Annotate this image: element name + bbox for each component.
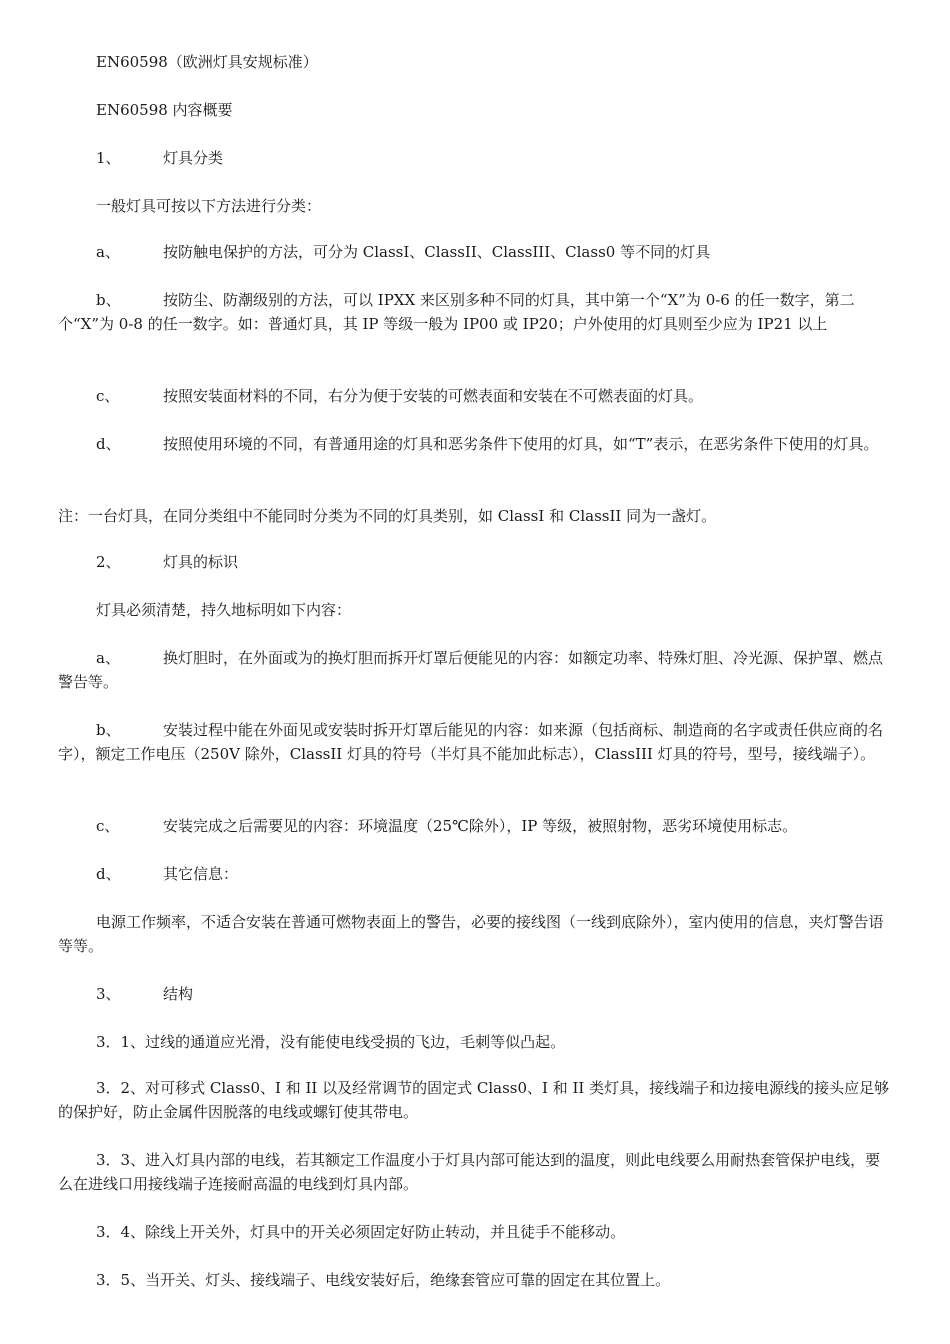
section-2-intro: 灯具必须清楚，持久地标明如下内容： bbox=[96, 601, 352, 619]
item-label: c、 bbox=[96, 817, 120, 835]
item-label: a、 bbox=[96, 649, 120, 667]
doc-subtitle: EN60598 内容概要 bbox=[96, 101, 233, 119]
section-3-1: 3．1、过线的通道应光滑，没有能使电线受损的飞边，毛刺等似凸起。 bbox=[96, 1033, 566, 1051]
section-2-item-d bbox=[96, 862, 238, 886]
section-3-2: 3．2、对可移式 Class0、I 和 II 以及经常调节的固定式 Class0、I 和 II 类灯具，接线端子和边接电源线的接头应足够的保护好，防止金属件因脱落的电线或螺钉使其带电。 bbox=[58, 1079, 890, 1121]
section-3-heading bbox=[96, 982, 193, 1006]
section-2-title: 灯具的标识 bbox=[163, 553, 239, 571]
section-2-item-c bbox=[96, 814, 797, 838]
section-1-item-d bbox=[58, 432, 894, 456]
item-text: 按照使用环境的不同，有普通用途的灯具和恶劣条件下使用的灯具，如“T”表示，在恶劣条件下使用的灯具。 bbox=[163, 435, 879, 453]
item-label: d、 bbox=[96, 865, 121, 883]
section-1-intro: 一般灯具可按以下方法进行分类： bbox=[96, 197, 322, 215]
item-text: 其它信息： bbox=[163, 865, 239, 883]
item-label: c、 bbox=[96, 387, 120, 405]
section-2-other-info: 电源工作频率，不适合安装在普通可燃物表面上的警告，必要的接线图（一线到底除外），室内使用的信息，夹灯警告语等等。 bbox=[58, 913, 884, 955]
section-3-5: 3．5、当开关、灯头、接线端子、电线安装好后，绝缘套管应可靠的固定在其位置上。 bbox=[96, 1271, 671, 1289]
item-label: d、 bbox=[96, 435, 121, 453]
section-1-number: 1、 bbox=[96, 149, 121, 167]
item-text: 换灯胆时，在外面或为的换灯胆而拆开灯罩后便能见的内容：如额定功率、特殊灯胆、冷光源、保护罩、燃点警告等。 bbox=[58, 649, 884, 691]
section-2-number: 2、 bbox=[96, 553, 121, 571]
section-1-title: 灯具分类 bbox=[163, 149, 224, 167]
section-2-item-a bbox=[58, 646, 894, 694]
section-3-3: 3．3、进入灯具内部的电线，若其额定工作温度小于灯具内部可能达到的温度，则此电线要么用耐热套管保护电线，要么在进线口用接线端子连接耐高温的电线到灯具内部。 bbox=[58, 1151, 881, 1193]
item-text: 安装完成之后需要见的内容：环境温度（25℃除外），IP 等级，被照射物，恶劣环境使用标志。 bbox=[163, 817, 798, 835]
section-2-item-b bbox=[58, 718, 894, 766]
section-1-heading bbox=[96, 146, 223, 170]
section-3-title: 结构 bbox=[163, 985, 194, 1003]
item-text: 按照安装面材料的不同，右分为便于安装的可燃表面和安装在不可燃表面的灯具。 bbox=[163, 387, 704, 405]
item-label: a、 bbox=[96, 243, 120, 261]
section-1-note: 注：一台灯具，在同分类组中不能同时分类为不同的灯具类别，如 ClassI 和 ClassII 同为一盏灯。 bbox=[58, 507, 717, 525]
item-text: 按防触电保护的方法，可分为 ClassI、ClassII、ClassIII、Class0 等不同的灯具 bbox=[163, 243, 711, 261]
section-3-number: 3、 bbox=[96, 985, 121, 1003]
doc-title: EN60598（欧洲灯具安规标准） bbox=[96, 53, 318, 71]
item-text: 按防尘、防潮级别的方法，可以 IPXX 来区别多种不同的灯具，其中第一个“X”为 0-6 的任一数字，第二个“X”为 0-8 的任一数字。如：普通灯具，其 IP 等级一般为 IP00 或 IP20；户外使用的灯具则至少应为 IP21 以上 bbox=[58, 291, 855, 333]
section-1-item-c bbox=[96, 384, 703, 408]
item-text: 安装过程中能在外面见或安装时拆开灯罩后能见的内容：如来源（包括商标、制造商的名字或责任供应商的名字），额定工作电压（250V 除外，ClassII 灯具的符号（半灯具不能加此标志），ClassIII 灯具的符号，型号，接线端子）。 bbox=[58, 721, 884, 763]
section-3-4: 3．4、除线上开关外，灯具中的开关必须固定好防止转动，并且徒手不能移动。 bbox=[96, 1223, 626, 1241]
section-1-item-b bbox=[58, 288, 894, 336]
item-label: b、 bbox=[96, 721, 121, 739]
item-label: b、 bbox=[96, 291, 121, 309]
section-2-heading bbox=[96, 550, 238, 574]
section-1-item-a bbox=[96, 240, 710, 264]
